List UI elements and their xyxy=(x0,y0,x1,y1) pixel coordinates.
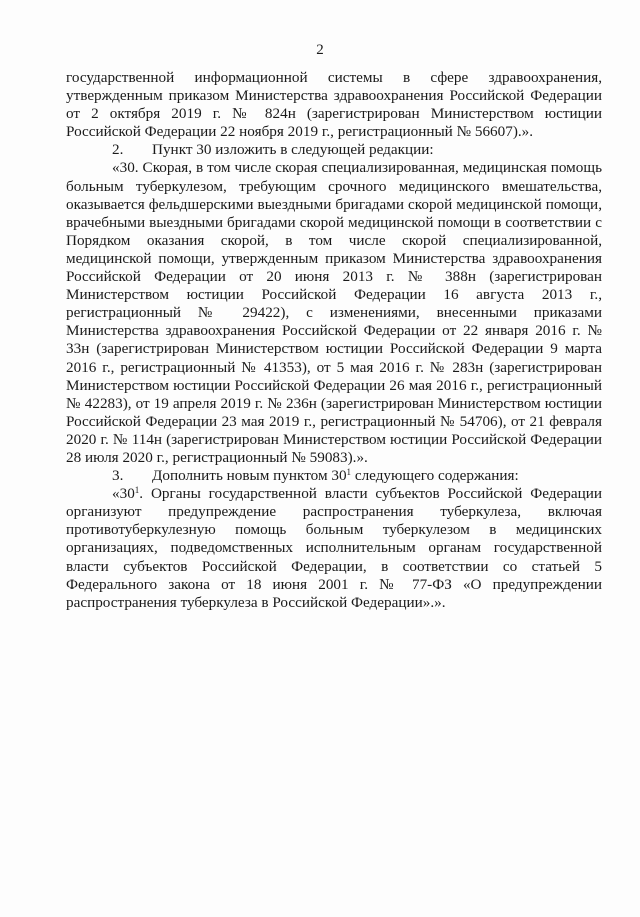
paragraph-continuation: государственной информационной системы в сфере здравоохранения, утвержденным приказом Министерства здравоохранения Российской Федерации от 2 октября 2019 г. № 824н (зарегистрирован Министерством юстиции Российской Федерации 22 ноября 2019 г., регистрационный № 56607).». xyxy=(66,69,602,141)
item-3-superscript: 1 xyxy=(346,467,352,478)
item-3-number: 3. xyxy=(112,467,124,485)
item-2 xyxy=(66,141,602,159)
paragraph-30-1-prefix: «30 xyxy=(112,485,135,503)
paragraph-30-1-text: . Органы государственной власти субъектов Российской Федерации организуют предупреждение распространения туберкулеза, включая противотуберкулезную помощь больным туберкулезом в медицинских организациях, подведомственных исполнительным органам государственной власти субъектов Российской Федерации, в соответствии со статьей 5 Федерального закона от 18 июня 2001 г. № 77-ФЗ «О предупреждении распространения туберкулеза в Российской Федерации».». xyxy=(66,485,602,611)
paragraph-30-1 xyxy=(66,485,602,612)
document-body xyxy=(66,69,602,612)
item-2-text: Пункт 30 изложить в следующей редакции: xyxy=(152,141,434,159)
page-number: 2 xyxy=(316,42,324,58)
item-2-number: 2. xyxy=(112,141,124,159)
item-3 xyxy=(66,467,602,485)
paragraph-30-1-superscript: 1 xyxy=(134,485,140,496)
item-3-text-after: следующего содержания: xyxy=(351,467,519,485)
item-3-text-before: Дополнить новым пунктом 30 xyxy=(152,467,347,485)
paragraph-30: «30. Скорая, в том числе скорая специализированная, медицинская помощь больным туберкулезом, требующим срочного медицинского вмешательства, оказывается фельдшерскими выездными бригадами скорой медицинской помощи, врачебными выездными бригадами скорой медицинской помощи в соответствии с Порядком оказания скорой, в том числе скорой специализированной, медицинской помощи, утвержденным приказом Министерства здравоохранения Российской Федерации от 20 июня 2013 г. № 388н (зарегистрирован Министерством юстиции Российской Федерации 16 августа 2013 г., регистрационный № 29422), с изменениями, внесенными приказами Министерства здравоохранения Российской Федерации от 22 января 2016 г. № 33н (зарегистрирован Министерством юстиции Российской Федерации 9 марта 2016 г., регистрационный № 41353), от 5 мая 2016 г. № 283н (зарегистрирован Министерством юстиции Российской Федерации 26 мая 2016 г., регистрационный № 42283), от 19 апреля 2019 г. № 236н (зарегистрирован Министерством юстиции Российской Федерации 23 мая 2019 г., регистрационный № 54706), от 21 февраля 2020 г. № 114н (зарегистрирован Министерством юстиции Российской Федерации 28 июля 2020 г., регистрационный № 59083).». xyxy=(66,159,602,466)
